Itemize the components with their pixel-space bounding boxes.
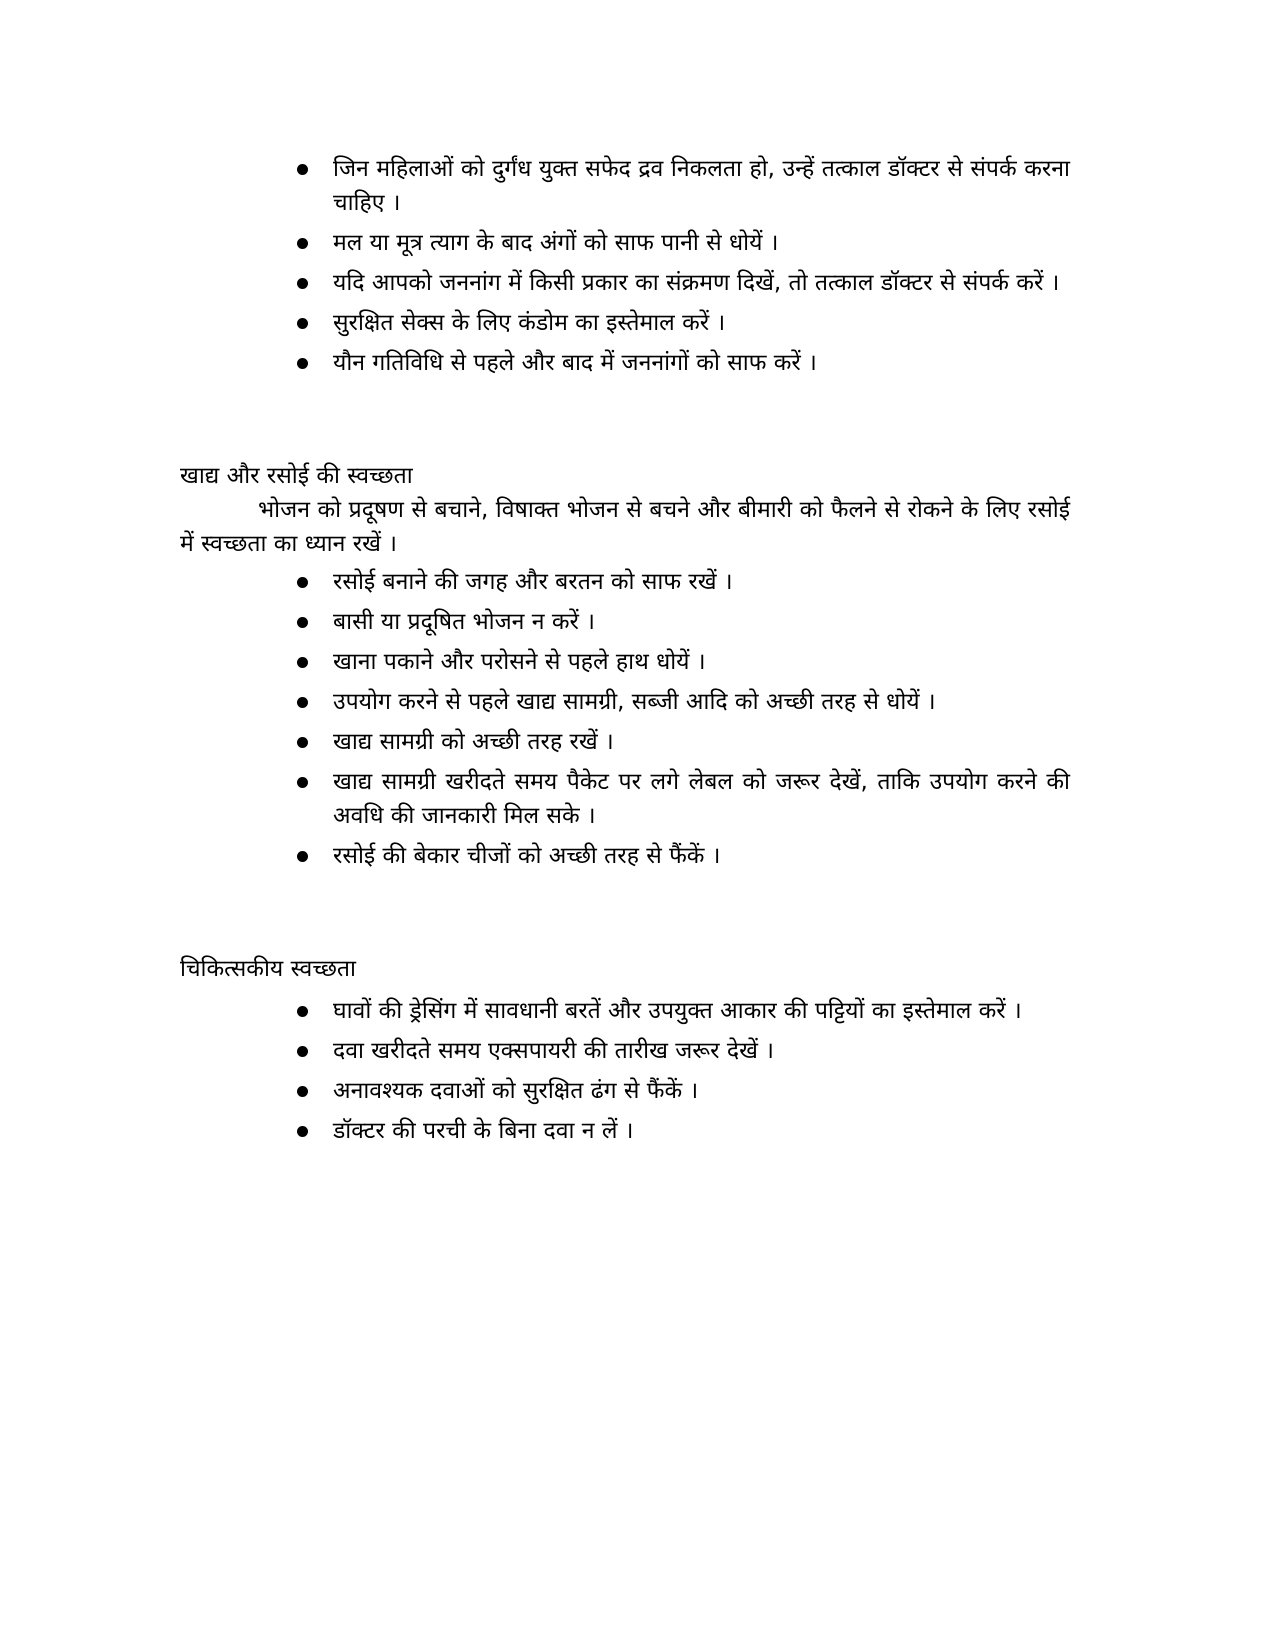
- list-item: [295, 645, 1070, 679]
- medical-hygiene-heading: चिकित्सकीय स्वच्छता: [180, 956, 356, 982]
- list-item: [295, 685, 1070, 719]
- list-item-text: यौन गतिविधि से पहले और बाद में जननांगों को साफ करें ।: [333, 350, 817, 376]
- list-item: [295, 765, 1070, 833]
- list-item: [295, 994, 1070, 1028]
- bullet-icon: [297, 1046, 308, 1057]
- list-item-text: उपयोग करने से पहले खाद्य सामग्री, सब्जी आदि को अच्छी तरह से धोयें ।: [333, 689, 936, 715]
- list-item: [295, 266, 1070, 300]
- bullet-icon: [297, 1006, 308, 1017]
- bullet-icon: [297, 697, 308, 708]
- food-hygiene-list: [295, 565, 1070, 879]
- list-item-text: अनावश्यक दवाओं को सुरक्षित ढंग से फैंकें ।: [333, 1078, 699, 1104]
- list-item: [295, 1114, 1070, 1148]
- bullet-icon: [297, 777, 308, 788]
- list-item-text: रसोई बनाने की जगह और बरतन को साफ रखें ।: [333, 569, 733, 595]
- bullet-icon: [297, 657, 308, 668]
- list-item: [295, 605, 1070, 639]
- bullet-icon: [297, 577, 308, 588]
- list-item: [295, 346, 1070, 380]
- food-hygiene-heading: खाद्य और रसोई की स्वच्छता: [180, 463, 413, 489]
- bullet-icon: [297, 1086, 308, 1097]
- bullet-icon: [297, 851, 308, 862]
- list-item-text: जिन महिलाओं को दुर्गंध युक्त सफेद द्रव निकलता हो, उन्हें तत्काल डॉक्टर से संपर्क करना चाहिए ।: [333, 156, 1070, 216]
- list-item-text: यदि आपको जननांग में किसी प्रकार का संक्रमण दिखें, तो तत्काल डॉक्टर से संपर्क करें ।: [333, 270, 1060, 296]
- list-item-text: मल या मूत्र त्याग के बाद अंगों को साफ पानी से धोयें ।: [333, 230, 779, 256]
- list-item: [295, 725, 1070, 759]
- personal-hygiene-list: [295, 152, 1070, 386]
- list-item: [295, 306, 1070, 340]
- list-item-text: खाद्य सामग्री खरीदते समय पैकेट पर लगे लेबल को जरूर देखें, ताकि उपयोग करने की अवधि की जानकारी मिल सके ।: [333, 769, 1070, 829]
- list-item: [295, 565, 1070, 599]
- list-item-text: घावों की ड्रेसिंग में सावधानी बरतें और उपयुक्त आकार की पट्टियों का इस्तेमाल करें ।: [333, 998, 1022, 1024]
- list-item: [295, 226, 1070, 260]
- bullet-icon: [297, 278, 308, 289]
- list-item-text: बासी या प्रदूषित भोजन न करें ।: [333, 609, 595, 635]
- medical-hygiene-list: [295, 994, 1070, 1154]
- food-hygiene-paragraph: भोजन को प्रदूषण से बचाने, विषाक्त भोजन से बचने और बीमारी को फैलने से रोकने के लिए रसोई में स्वच्छता का ध्यान रखें ।: [180, 497, 1070, 557]
- list-item: [295, 1074, 1070, 1108]
- bullet-icon: [297, 164, 308, 175]
- list-item-text: खाना पकाने और परोसने से पहले हाथ धोयें ।: [333, 649, 706, 675]
- list-item: [295, 839, 1070, 873]
- bullet-icon: [297, 318, 308, 329]
- list-item-text: रसोई की बेकार चीजों को अच्छी तरह से फैंकें ।: [333, 843, 721, 869]
- list-item-text: दवा खरीदते समय एक्सपायरी की तारीख जरूर देखें ।: [333, 1038, 774, 1064]
- list-item-text: खाद्य सामग्री को अच्छी तरह रखें ।: [333, 729, 614, 755]
- list-item: [295, 152, 1070, 220]
- list-item-text: सुरक्षित सेक्स के लिए कंडोम का इस्तेमाल करें ।: [333, 310, 726, 336]
- bullet-icon: [297, 737, 308, 748]
- bullet-icon: [297, 1126, 308, 1137]
- bullet-icon: [297, 358, 308, 369]
- list-item: [295, 1034, 1070, 1068]
- list-item-text: डॉक्टर की परची के बिना दवा न लें ।: [333, 1118, 634, 1144]
- bullet-icon: [297, 238, 308, 249]
- bullet-icon: [297, 617, 308, 628]
